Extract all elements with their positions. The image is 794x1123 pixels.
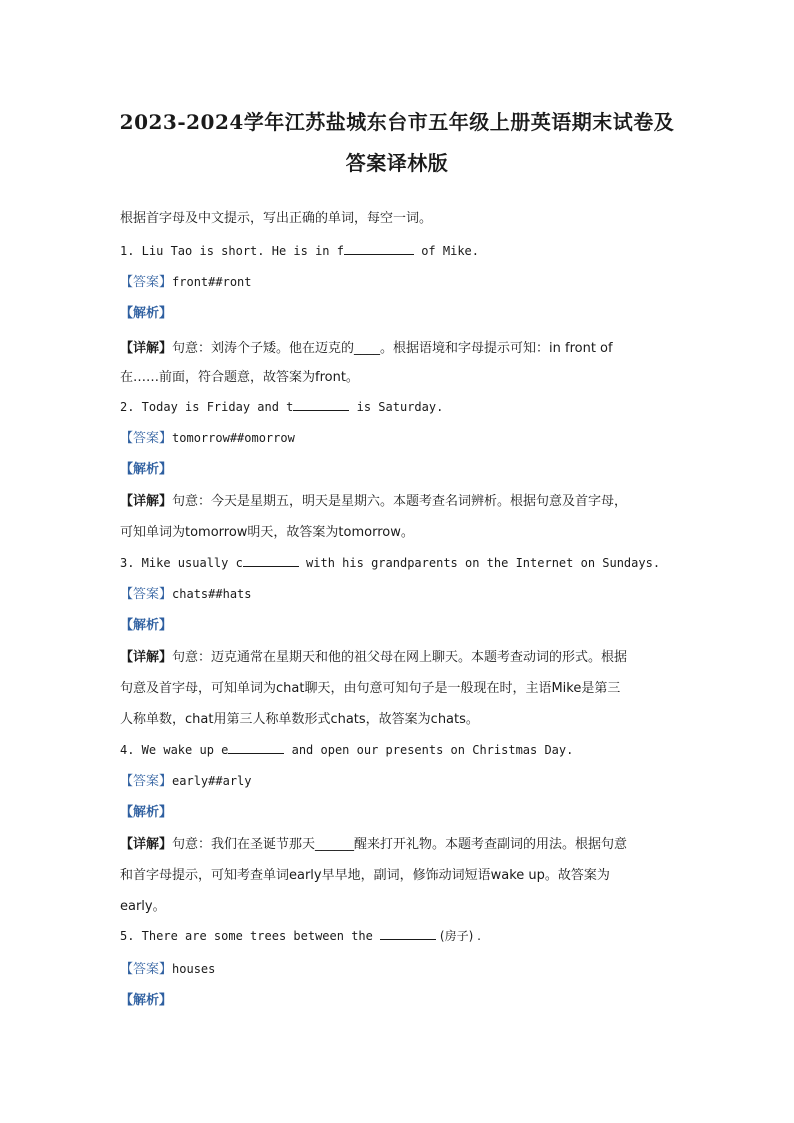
analysis-row-4 xyxy=(120,801,680,820)
detail-2-line-1: 句意：今天是星期五，明天是星期六。本题考查名词辨析。根据句意及首字母， xyxy=(172,494,628,509)
detail-4-line-1: 句意：我们在圣诞节那天______醒来打开礼物。本题考查副词的用法。根据句意 xyxy=(172,837,628,852)
answer-value-3: chats##hats xyxy=(172,587,252,601)
answer-blank xyxy=(228,741,284,754)
analysis-label: 【解析】 xyxy=(120,462,173,477)
answer-row-3 xyxy=(120,583,680,602)
analysis-row-2 xyxy=(120,458,680,477)
instructions: 根据首字母及中文提示，写出正确的单词，每空一词。 xyxy=(120,211,433,226)
answer-label: 【答案】 xyxy=(120,774,173,789)
answer-row-2 xyxy=(120,427,680,446)
detail-label: 【详解】 xyxy=(120,494,173,509)
question-4-suffix: and open our presents on Christmas Day. xyxy=(284,743,574,757)
answer-value-5: houses xyxy=(172,962,216,976)
detail-label: 【详解】 xyxy=(120,650,173,665)
analysis-row-1 xyxy=(120,302,680,321)
question-5-prefix: 5. There are some trees between the xyxy=(120,929,381,943)
analysis-label: 【解析】 xyxy=(120,306,173,321)
detail-2-line-2: 可知单词为tomorrow明天，故答案为tomorrow。 xyxy=(120,525,414,540)
detail-4-line-2: 和首字母提示，可知考查单词early早早地，副词，修饰动词短语wake up。故答案为 xyxy=(120,868,610,883)
answer-value-1: front##ront xyxy=(172,275,252,289)
answer-blank xyxy=(344,242,414,255)
question-1-suffix: of Mike. xyxy=(413,244,479,258)
document-title-line-2: 答案译林版 xyxy=(345,151,449,175)
answer-label: 【答案】 xyxy=(120,587,173,602)
analysis-row-5 xyxy=(120,989,680,1008)
answer-value-4: early##arly xyxy=(172,774,252,788)
question-4 xyxy=(120,741,680,757)
question-4-prefix: 4. We wake up e xyxy=(120,743,229,757)
answer-value-2: tomorrow##omorrow xyxy=(172,431,295,445)
detail-1-line-2: 在……前面，符合题意，故答案为front。 xyxy=(120,370,359,385)
analysis-row-3 xyxy=(120,614,680,633)
analysis-label: 【解析】 xyxy=(120,805,173,820)
question-3-prefix: 3. Mike usually c xyxy=(120,556,243,570)
detail-3-line-3: 人称单数，chat用第三人称单数形式chats，故答案为chats。 xyxy=(120,712,479,727)
detail-row-2 xyxy=(120,490,680,509)
question-2 xyxy=(120,398,680,414)
answer-row-5 xyxy=(120,958,680,977)
detail-4-line-3: early。 xyxy=(120,899,166,914)
detail-row-3 xyxy=(120,646,680,665)
answer-row-4 xyxy=(120,770,680,789)
answer-blank xyxy=(380,927,436,940)
question-2-suffix: is Saturday. xyxy=(349,400,444,414)
question-2-prefix: 2. Today is Friday and t xyxy=(120,400,294,414)
detail-row-4 xyxy=(120,833,680,852)
analysis-label: 【解析】 xyxy=(120,993,173,1008)
answer-blank xyxy=(243,554,299,567)
answer-label: 【答案】 xyxy=(120,275,173,290)
answer-label: 【答案】 xyxy=(120,962,173,977)
answer-blank xyxy=(293,398,349,411)
detail-1-line-1: 句意：刘涛个子矮。他在迈克的____。根据语境和字母提示可知：in front of xyxy=(172,341,613,356)
question-3-suffix: with his grandparents on the Internet on Sundays. xyxy=(298,556,661,570)
analysis-label: 【解析】 xyxy=(120,618,173,633)
question-1 xyxy=(120,242,680,258)
detail-3-line-1: 句意：迈克通常在星期天和他的祖父母在网上聊天。本题考查动词的形式。根据 xyxy=(172,650,628,665)
detail-label: 【详解】 xyxy=(120,837,173,852)
question-1-prefix: 1. Liu Tao is short. He is in f xyxy=(120,244,344,258)
question-5-suffix: (房子) . xyxy=(436,929,481,943)
document-title-line-1: 2023-2024学年江苏盐城东台市五年级上册英语期末试卷及 xyxy=(119,110,675,134)
answer-label: 【答案】 xyxy=(120,431,173,446)
answer-row-1 xyxy=(120,271,680,290)
detail-3-line-2: 句意及首字母，可知单词为chat聊天，由句意可知句子是一般现在时，主语Mike是第三 xyxy=(120,681,621,696)
question-3 xyxy=(120,554,680,570)
detail-label: 【详解】 xyxy=(120,341,173,356)
detail-row-1 xyxy=(120,337,680,356)
question-5 xyxy=(120,927,680,944)
